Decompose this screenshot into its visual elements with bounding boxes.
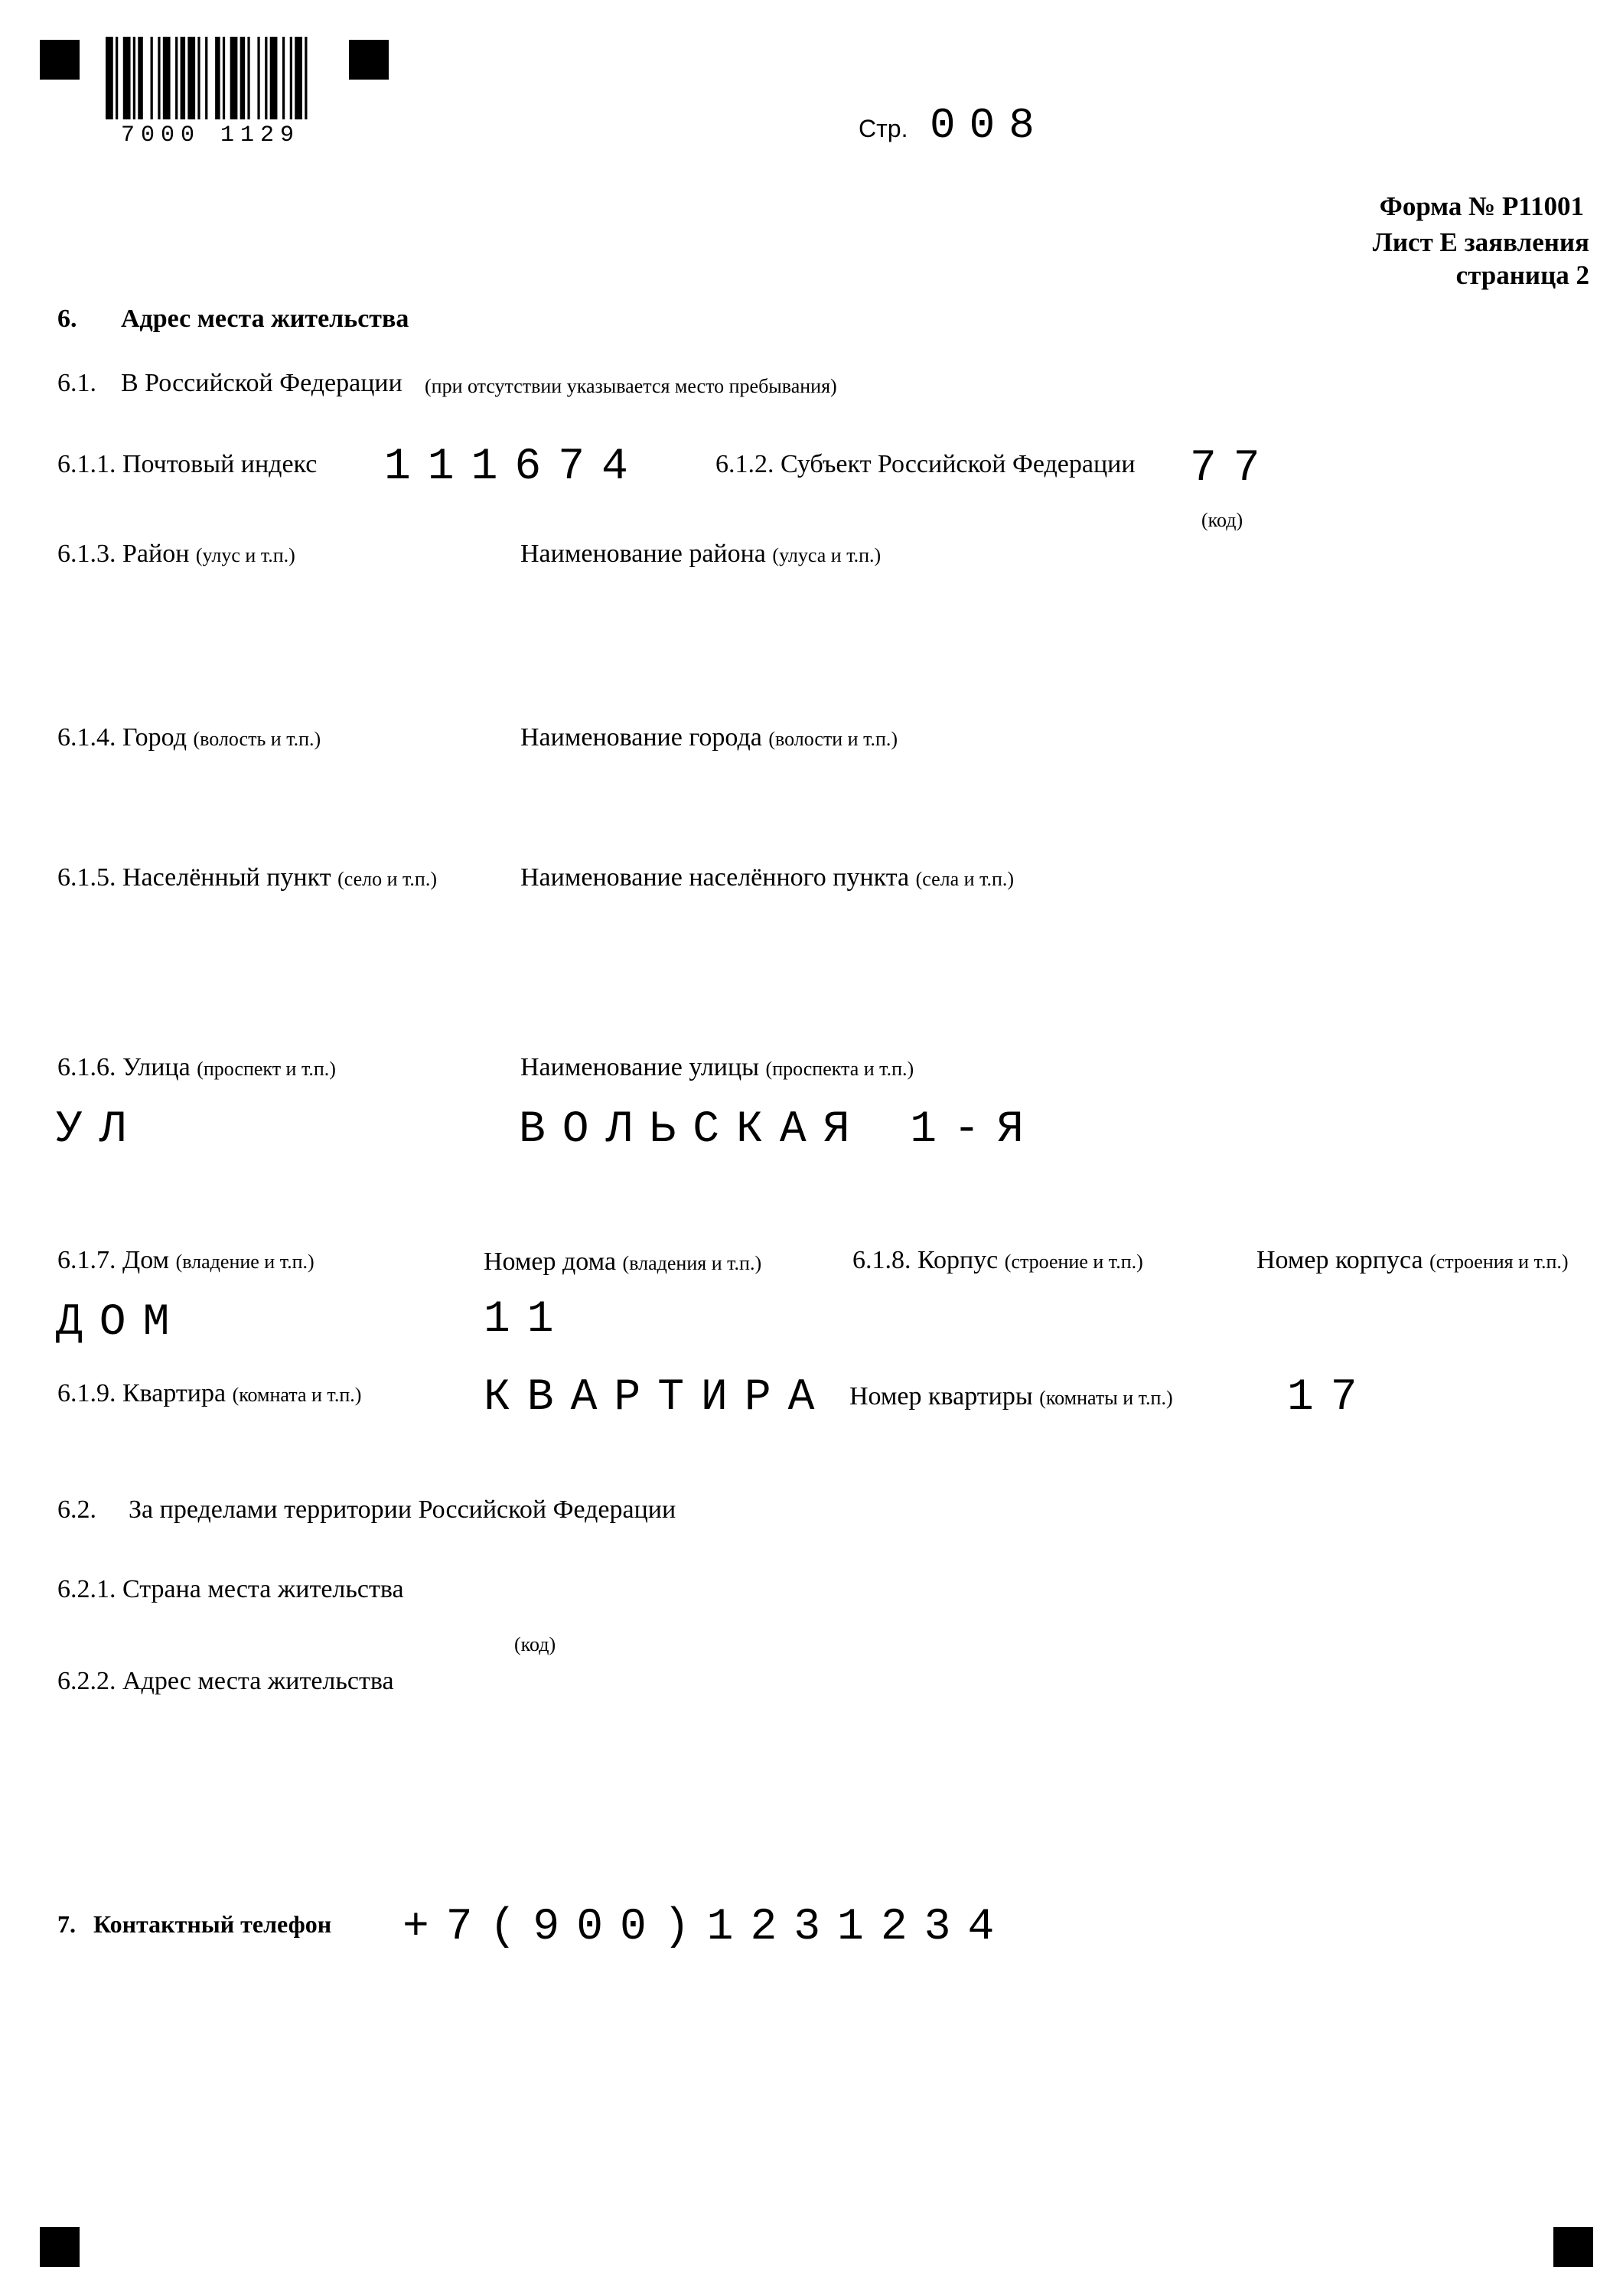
region-code-value: 77	[1190, 444, 1277, 494]
section-6-1-note: (при отсутствии указывается место пребывания)	[425, 375, 837, 397]
registration-marker-top-right	[349, 40, 389, 80]
city-name-label	[520, 723, 898, 752]
foreign-address-label: 6.2.2. Адрес места жительства	[57, 1667, 394, 1695]
phone-value: +7(900)1231234	[402, 1903, 1012, 1952]
district-name-label-text: Наименование района	[520, 540, 766, 568]
house-number-label	[484, 1247, 761, 1277]
barcode-bar	[123, 37, 131, 119]
barcode-bar	[215, 37, 220, 119]
barcode-bar	[175, 37, 178, 119]
city-name-label-text: Наименование города	[520, 723, 762, 752]
barcode-bar	[282, 37, 285, 119]
barcode-bar	[106, 37, 113, 119]
form-header-page: страница 2	[1455, 260, 1589, 290]
postal-index-label: 6.1.1. Почтовый индекс	[57, 450, 318, 478]
city-label	[57, 723, 321, 752]
section-6-2-number: 6.2.	[57, 1495, 96, 1524]
building-label-text: 6.1.8. Корпус	[852, 1246, 999, 1274]
apartment-label-text: 6.1.9. Квартира	[57, 1379, 227, 1407]
house-label-note: (владение и т.п.)	[175, 1251, 314, 1273]
barcode-bar	[197, 37, 200, 119]
phone-label: Контактный телефон	[93, 1910, 332, 1938]
section-6-1-title: В Российской Федерации	[121, 369, 402, 397]
postal-index-value: 111674	[384, 442, 645, 492]
building-label	[852, 1246, 1143, 1275]
barcode-bar	[187, 37, 195, 119]
apartment-number-label	[849, 1382, 1173, 1411]
street-name-label	[520, 1053, 914, 1082]
barcode-bar	[265, 37, 267, 119]
apartment-type-value: КВАРТИРА	[484, 1373, 832, 1423]
country-code-note: (код)	[514, 1633, 556, 1655]
page-number-label: Стр.	[859, 115, 908, 142]
settlement-name-label-text: Наименование населённого пункта	[520, 863, 910, 892]
building-label-note: (строение и т.п.)	[1004, 1251, 1143, 1273]
barcode-bar	[138, 37, 143, 119]
district-label	[57, 540, 295, 569]
district-name-label	[520, 540, 881, 569]
page-number-value: 008	[930, 101, 1048, 150]
house-type-value: ДОМ	[56, 1298, 187, 1348]
form-header-sheet: Лист Е заявления	[1372, 227, 1589, 257]
building-number-label	[1256, 1246, 1569, 1275]
city-label-note: (волость и т.п.)	[193, 728, 321, 750]
house-number-label-note: (владения и т.п.)	[622, 1252, 762, 1274]
city-name-label-note: (волости и т.п.)	[768, 728, 898, 750]
settlement-label-note: (село и т.п.)	[337, 868, 437, 890]
barcode-bar	[230, 37, 238, 119]
city-label-text: 6.1.4. Город	[57, 723, 187, 752]
form-header-title: Форма № Р11001	[1379, 191, 1584, 221]
barcode-number: 7000 1129	[121, 122, 301, 148]
section-6-1-number: 6.1.	[57, 369, 96, 397]
settlement-name-label-note: (села и т.п.)	[915, 868, 1015, 890]
barcode-bar	[116, 37, 118, 119]
barcode-bar	[305, 37, 307, 119]
registration-marker-top-left	[40, 40, 80, 80]
building-number-label-text: Номер корпуса	[1256, 1246, 1423, 1274]
apartment-label-note: (комната и т.п.)	[232, 1384, 362, 1406]
house-number-value: 11	[484, 1295, 571, 1345]
settlement-label-text: 6.1.5. Населённый пункт	[57, 863, 331, 892]
registration-marker-bottom-left	[40, 2227, 80, 2267]
section-7-number: 7.	[57, 1910, 76, 1938]
settlement-label	[57, 863, 437, 892]
street-label	[57, 1053, 336, 1082]
section-6-number: 6.	[57, 305, 77, 333]
barcode-bar	[295, 37, 302, 119]
region-label: 6.1.2. Субъект Российской Федерации	[715, 450, 1136, 478]
barcode-bar	[158, 37, 160, 119]
apartment-label	[57, 1379, 361, 1408]
building-number-label-note: (строения и т.п.)	[1429, 1251, 1569, 1273]
street-name-label-text: Наименование улицы	[520, 1053, 760, 1081]
street-label-note: (проспект и т.п.)	[197, 1058, 336, 1080]
region-code-note: (код)	[1201, 509, 1243, 531]
district-label-text: 6.1.3. Район	[57, 540, 190, 568]
apartment-number-label-note: (комнаты и т.п.)	[1039, 1387, 1173, 1409]
street-label-text: 6.1.6. Улица	[57, 1053, 191, 1081]
house-label	[57, 1246, 314, 1275]
barcode-bar	[151, 37, 153, 119]
barcode-bar	[181, 37, 186, 119]
settlement-name-label	[520, 863, 1014, 892]
street-type-value: УЛ	[56, 1105, 143, 1155]
barcode-bar	[257, 37, 259, 119]
district-label-note: (улус и т.п.)	[195, 544, 295, 566]
barcode-bar	[240, 37, 246, 119]
registration-marker-bottom-right	[1553, 2227, 1593, 2267]
section-6-2-title: За пределами территории Российской Федерации	[129, 1495, 676, 1524]
barcode-bar	[247, 37, 249, 119]
barcode-image	[106, 37, 312, 119]
barcode-bar	[205, 37, 207, 119]
apartment-number-value: 17	[1287, 1373, 1374, 1423]
street-name-label-note: (проспекта и т.п.)	[765, 1058, 914, 1080]
apartment-number-label-text: Номер квартиры	[849, 1382, 1033, 1411]
country-label: 6.2.1. Страна места жительства	[57, 1575, 404, 1603]
barcode-bar	[270, 37, 278, 119]
district-name-label-note: (улуса и т.п.)	[772, 544, 882, 566]
street-name-value: ВОЛЬСКАЯ 1-Я	[519, 1105, 1041, 1155]
section-6-title: Адрес места жительства	[121, 305, 409, 333]
barcode-bar	[133, 37, 135, 119]
house-label-text: 6.1.7. Дом	[57, 1246, 170, 1274]
house-number-label-text: Номер дома	[484, 1247, 617, 1276]
barcode-bar	[163, 37, 171, 119]
barcode-bar	[290, 37, 292, 119]
barcode-bar	[223, 37, 225, 119]
